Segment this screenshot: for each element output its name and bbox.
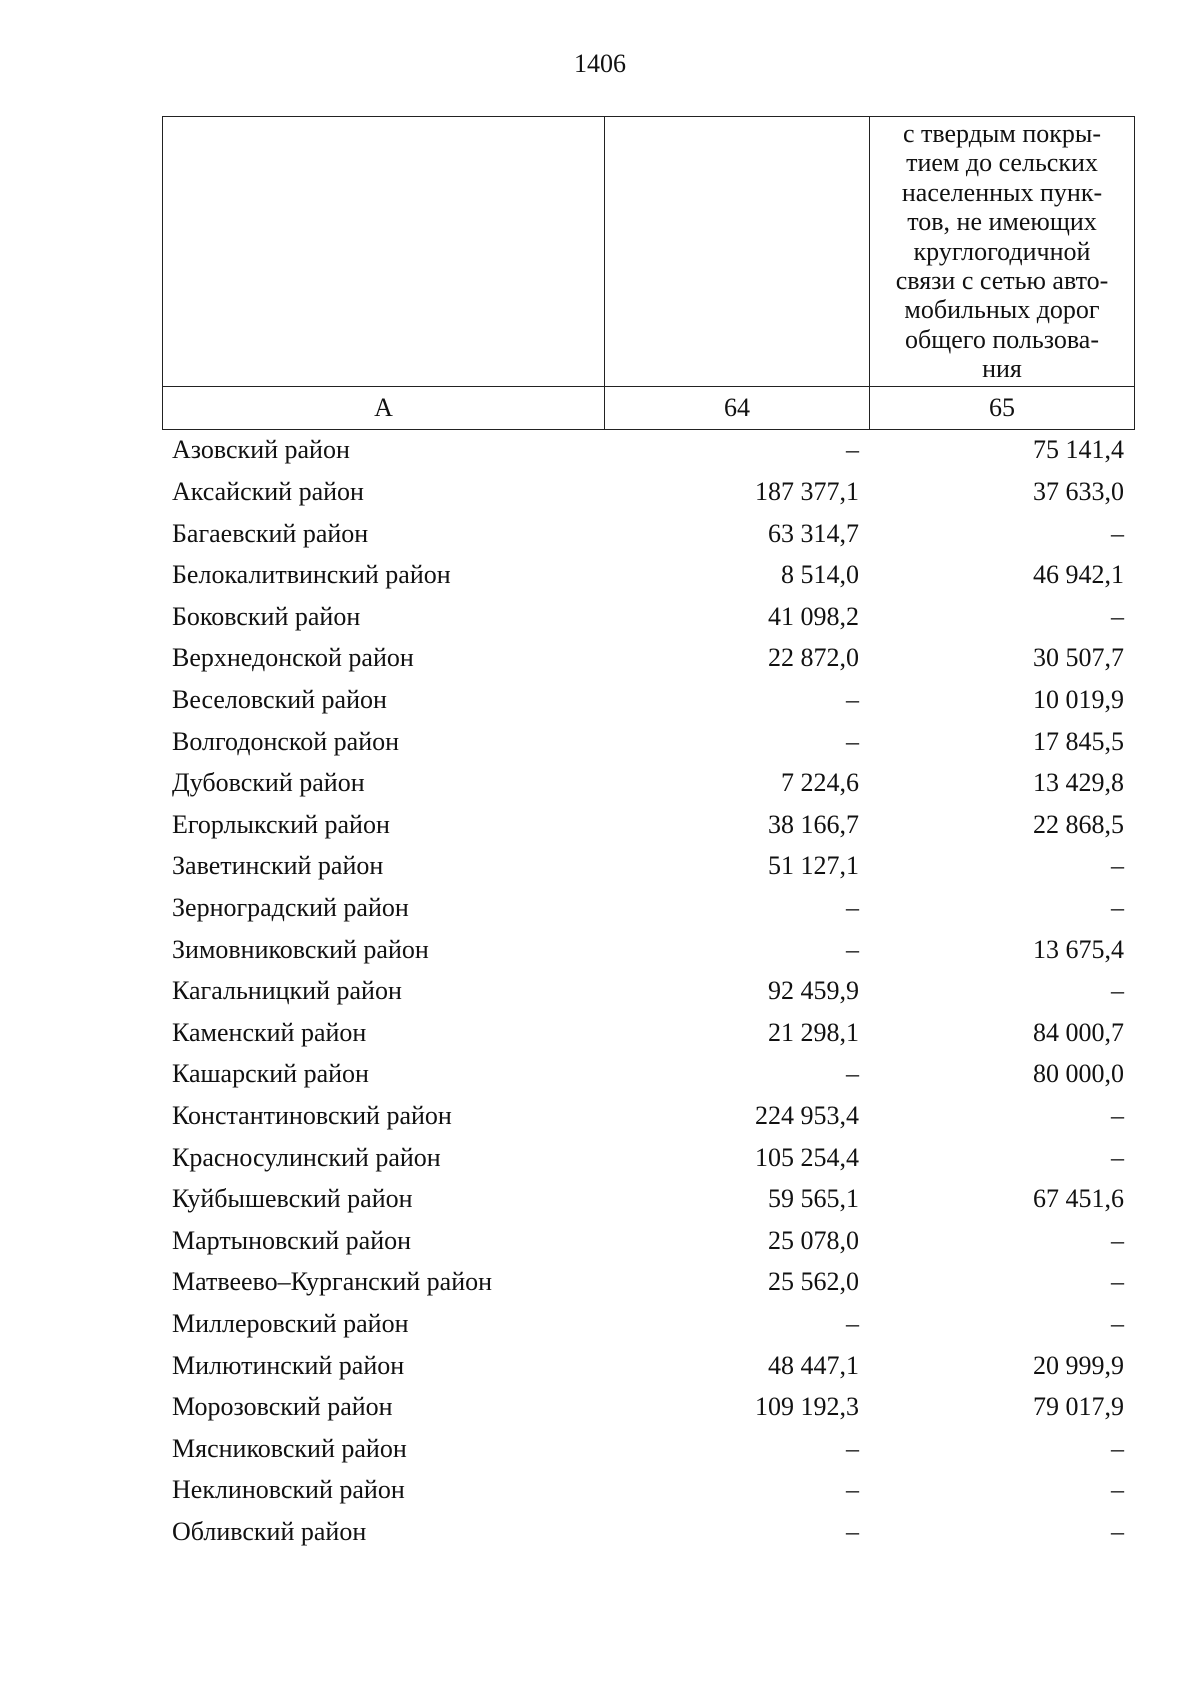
value-64-cell: 59 565,1 — [768, 1184, 859, 1214]
value-64-cell: – — [846, 1516, 859, 1546]
header-65-text — [870, 117, 1134, 386]
table-row — [162, 1095, 1134, 1137]
table-body — [162, 430, 1134, 1553]
district-name-cell: Матвеево–Курганский район — [172, 1267, 493, 1297]
value-64-cell: 92 459,9 — [768, 976, 859, 1006]
table-row — [162, 970, 1134, 1012]
value-65-cell: – — [1111, 518, 1124, 548]
value-65-cell: – — [1111, 1100, 1124, 1130]
value-64-cell: 22 872,0 — [768, 643, 859, 673]
district-name-cell: Дубовский район — [172, 768, 365, 798]
value-65-cell: 17 845,5 — [1033, 726, 1124, 756]
table-row — [162, 721, 1134, 763]
table-row — [162, 762, 1134, 804]
value-64-cell: 7 224,6 — [781, 768, 859, 798]
header-65-line: мобильных дорог — [904, 295, 1100, 325]
value-64-cell: 51 127,1 — [768, 851, 859, 881]
header-65-line: общего пользова- — [905, 324, 1099, 354]
header-65-line: тием до сельских — [906, 148, 1098, 178]
value-65-cell: 84 000,7 — [1033, 1017, 1124, 1047]
page-number: 1406 — [574, 49, 626, 78]
table-row — [162, 846, 1134, 888]
district-name-cell: Неклиновский район — [172, 1475, 405, 1505]
value-65-cell: – — [1111, 1308, 1124, 1338]
district-name-cell: Верхнедонской район — [172, 643, 414, 673]
table-row — [162, 1511, 1134, 1553]
value-65-cell: 67 451,6 — [1033, 1184, 1124, 1214]
district-name-cell: Куйбышевский район — [172, 1184, 413, 1214]
table-row — [162, 804, 1134, 846]
value-64-cell: 41 098,2 — [768, 601, 859, 631]
value-65-cell: 37 633,0 — [1033, 477, 1124, 507]
header-65-line: связи с сетью авто- — [895, 266, 1109, 296]
value-64-cell: – — [846, 1059, 859, 1089]
table-row — [162, 679, 1134, 721]
value-65-cell: – — [1111, 1516, 1124, 1546]
value-64-cell: 38 166,7 — [768, 809, 859, 839]
district-name-cell: Заветинский район — [172, 851, 384, 881]
value-64-cell: – — [846, 1475, 859, 1505]
table-row — [162, 1262, 1134, 1304]
header-65-line: ния — [982, 354, 1022, 384]
value-64-cell: – — [846, 726, 859, 756]
district-name-cell: Обливский район — [172, 1516, 367, 1546]
value-64-cell: 109 192,3 — [755, 1392, 859, 1422]
value-64-cell: 8 514,0 — [781, 560, 859, 590]
value-65-cell: – — [1111, 1267, 1124, 1297]
value-65-cell: – — [1111, 1142, 1124, 1172]
value-65-cell: 30 507,7 — [1033, 643, 1124, 673]
table-row — [162, 887, 1134, 929]
value-64-cell: – — [846, 892, 859, 922]
value-65-cell: – — [1111, 851, 1124, 881]
district-name-cell: Волгодонской район — [172, 726, 400, 756]
table-row — [162, 1178, 1134, 1220]
table-row — [162, 1137, 1134, 1179]
district-name-cell: Зерноградский район — [172, 892, 409, 922]
value-64-cell: – — [846, 1308, 859, 1338]
column-number-a: А — [163, 386, 605, 429]
value-65-cell: 80 000,0 — [1033, 1059, 1124, 1089]
value-64-cell: 21 298,1 — [768, 1017, 859, 1047]
header-cell-65 — [870, 117, 1135, 387]
value-64-cell: – — [846, 1433, 859, 1463]
header-65-line: с твердым покры- — [902, 119, 1102, 148]
header-cell-a — [163, 117, 605, 387]
district-name-cell: Кагальницкий район — [172, 976, 402, 1006]
table-row — [162, 554, 1134, 596]
value-64-cell: 25 078,0 — [768, 1225, 859, 1255]
column-number-64: 64 — [605, 386, 870, 429]
table-row — [162, 1054, 1134, 1096]
district-name-cell: Каменский район — [172, 1017, 367, 1047]
district-name-cell: Морозовский район — [172, 1392, 393, 1422]
district-name-cell: Азовский район — [172, 435, 350, 465]
value-65-cell: 13 675,4 — [1033, 934, 1124, 964]
value-65-cell: – — [1111, 1475, 1124, 1505]
table-row — [162, 1345, 1134, 1387]
value-64-cell: – — [846, 685, 859, 715]
district-name-cell: Константиновский район — [172, 1100, 452, 1130]
district-name-cell: Белокалитвинский район — [172, 560, 451, 590]
value-65-cell: – — [1111, 976, 1124, 1006]
district-name-cell: Аксайский район — [172, 477, 364, 507]
value-64-cell: – — [846, 435, 859, 465]
value-65-cell: 22 868,5 — [1033, 809, 1124, 839]
value-65-cell: 20 999,9 — [1033, 1350, 1124, 1380]
district-name-cell: Мясниковский район — [172, 1433, 407, 1463]
value-65-cell: 13 429,8 — [1033, 768, 1124, 798]
value-64-cell: 63 314,7 — [768, 518, 859, 548]
value-64-cell: 25 562,0 — [768, 1267, 859, 1297]
value-64-cell: 48 447,1 — [768, 1350, 859, 1380]
district-name-cell: Зимовниковский район — [172, 934, 429, 964]
value-64-cell: 224 953,4 — [755, 1100, 859, 1130]
table-row — [162, 513, 1134, 555]
value-65-cell: – — [1111, 601, 1124, 631]
value-65-cell: 10 019,9 — [1033, 685, 1124, 715]
header-cell-64 — [605, 117, 870, 387]
district-name-cell: Боковский район — [172, 601, 361, 631]
value-64-cell: – — [846, 934, 859, 964]
district-name-cell: Егорлыкский район — [172, 809, 390, 839]
table-row — [162, 1220, 1134, 1262]
value-65-cell: 79 017,9 — [1033, 1392, 1124, 1422]
header-65-line: тов, не имеющих — [907, 207, 1097, 237]
district-name-cell: Веселовский район — [172, 685, 387, 715]
value-65-cell: – — [1111, 1433, 1124, 1463]
column-number-65: 65 — [870, 386, 1135, 429]
budget-table — [162, 116, 1134, 1553]
value-65-cell: 46 942,1 — [1033, 560, 1124, 590]
header-65-line: населенных пунк- — [901, 177, 1103, 207]
table-row — [162, 929, 1134, 971]
value-64-cell: 105 254,4 — [755, 1142, 859, 1172]
value-65-cell: – — [1111, 892, 1124, 922]
table-row — [162, 1470, 1134, 1512]
table-row — [162, 1012, 1134, 1054]
district-name-cell: Красносулинский район — [172, 1142, 441, 1172]
table-row — [162, 638, 1134, 680]
district-name-cell: Кашарский район — [172, 1059, 369, 1089]
value-65-cell: 75 141,4 — [1033, 435, 1124, 465]
district-name-cell: Милютинский район — [172, 1350, 405, 1380]
table-row — [162, 1428, 1134, 1470]
column-numbers-row — [163, 386, 1135, 429]
district-name-cell: Мартыновский район — [172, 1225, 412, 1255]
header-65-line: круглогодичной — [913, 236, 1091, 266]
table-row — [162, 596, 1134, 638]
district-name-cell: Багаевский район — [172, 518, 369, 548]
district-name-cell: Миллеровский район — [172, 1308, 409, 1338]
table-row — [162, 1386, 1134, 1428]
table-header — [162, 116, 1135, 430]
table-row — [162, 1303, 1134, 1345]
table-row — [162, 471, 1134, 513]
value-64-cell: 187 377,1 — [755, 477, 859, 507]
value-65-cell: – — [1111, 1225, 1124, 1255]
table-row — [162, 430, 1134, 472]
header-row — [163, 117, 1135, 387]
